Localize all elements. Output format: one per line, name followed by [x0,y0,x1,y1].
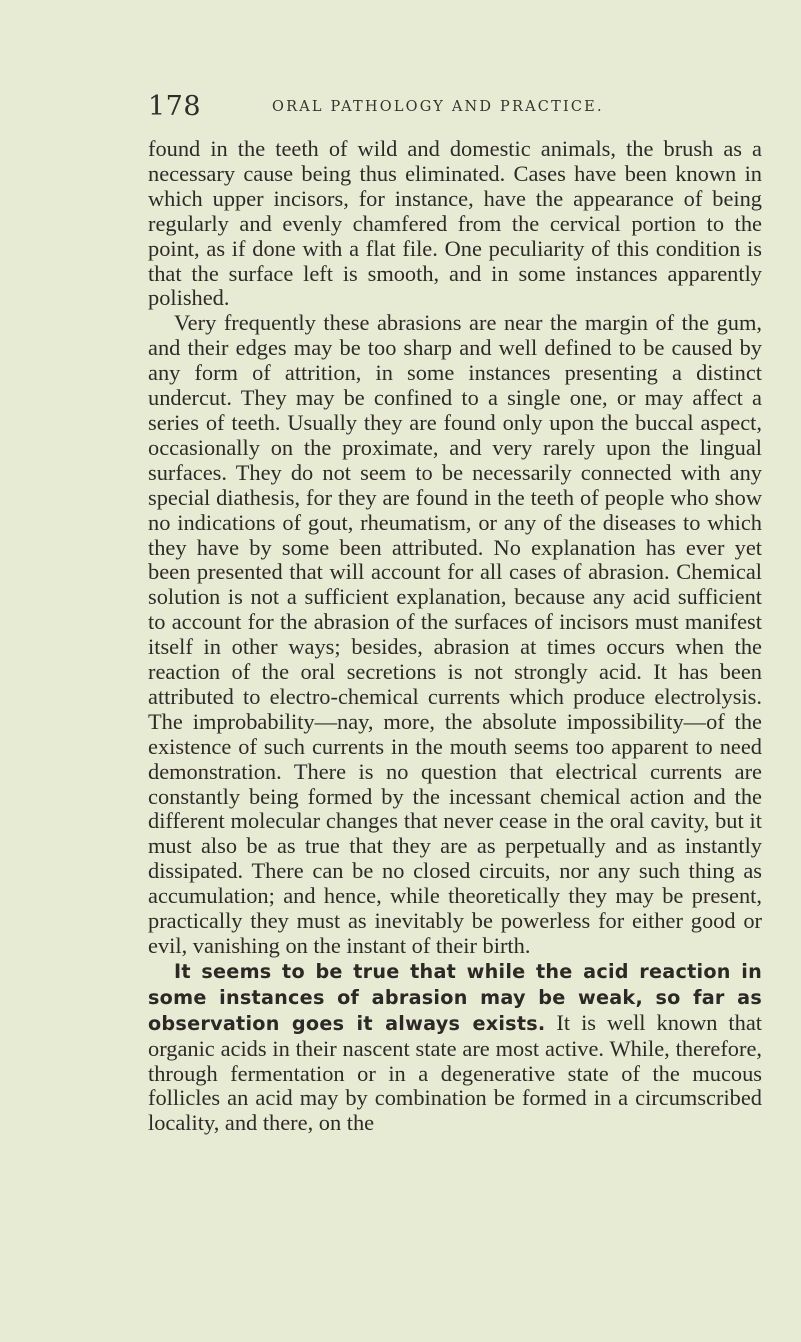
bold-lead-sentence: It seems to be true that while the acid reaction in some instances of abrasion may be weak, so far as observation goes it always exists. [148,959,762,1035]
body-text [148,137,762,1136]
paragraph: Very frequently these abrasions are near the margin of the gum, and their edges may be too sharp and well defined to be caused by any form of attrition, in some instances presenting a distinct undercut. They may be confined to a single one, or may affect a series of teeth. Usually they are found only upon the buccal aspect, occasionally on the proximate, and very rarely upon the lingual surfaces. They do not seem to be necessarily connected with any special diathesis, for they are found in the teeth of people who show no indications of gout, rheumatism, or any of the diseases to which they have by some been attributed. No explanation has ever yet been presented that will account for all cases of abrasion. Chemical solution is not a sufficient explanation, because any acid sufficient to account for the abrasion of the surfaces of incisors must manifest itself in other ways; besides, abrasion at times occurs when the reaction of the oral secretions is not strongly acid. It has been attributed to electro-chemical currents which produce electrolysis. The improbability—nay, more, the absolute impossibility—of the existence of such currents in the mouth seems too apparent to need demonstration. There is no question that electrical currents are constantly being formed by the incessant chemical action and the different molecular changes that never cease in the oral cavity, but it must also be as true that they are as perpetually and as instantly dissipated. There can be no closed circuits, nor any such thing as accumulation; and hence, while theoretically they may be present, practically they must as inevitably be powerless for either good or evil, vanishing on the instant of their birth. [148,310,762,958]
running-title: ORAL PATHOLOGY AND PRACTICE. [272,99,604,115]
paragraph-continuation: It is well known that organic acids in their nascent state are most active. While, therefore, through fermentation or in a degenerative state of the mucous follicles an acid may by combination be formed in a circumscribed locality, and there, on the [148,1009,762,1136]
paragraph: found in the teeth of wild and domestic animals, the brush as a necessary cause being thus eliminated. Cases have been known in which upper incisors, for instance, have the appearance of being regularly and evenly chamfered from the cervical portion to the point, as if done with a flat file. One peculiarity of this condition is that the surface left is smooth, and in some instances apparently polished. [148,136,762,311]
page-number: 178 [148,91,202,122]
page-header [148,92,748,122]
paragraph [148,959,762,1136]
